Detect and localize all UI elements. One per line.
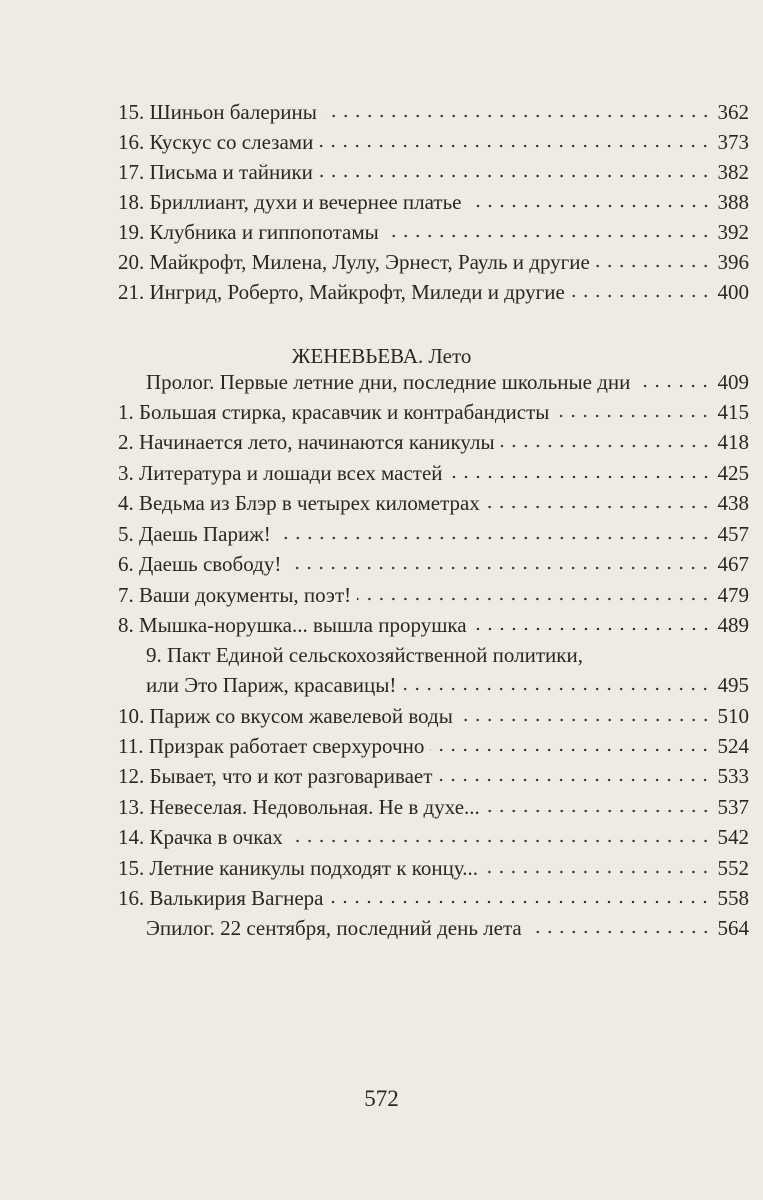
toc-entry-page: 415	[717, 400, 749, 424]
toc-entry-title: 15. Летние каникулы подходят к концу...	[118, 856, 479, 880]
toc-entry-title-line1: 9. Пакт Единой сельскохозяйственной политики,	[146, 643, 583, 667]
toc-entry-page: 425	[717, 461, 749, 485]
dot-leader	[430, 747, 711, 753]
toc-entry-title: 12. Бывает, что и кот разговаривает	[118, 764, 433, 788]
toc-entry	[146, 667, 749, 697]
toc-entry-title: 6. Даешь свободу!	[118, 552, 282, 576]
dot-leader	[319, 173, 712, 179]
toc-entry-title: 7. Ваши документы, поэт!	[118, 583, 352, 607]
toc-entry	[118, 819, 749, 849]
toc-entry-title: 15. Шиньон балерины	[118, 100, 317, 124]
toc-entry	[118, 214, 749, 244]
toc-entry-page: 362	[717, 100, 749, 124]
toc-entry	[118, 516, 749, 546]
dot-leader	[329, 899, 711, 905]
dot-leader	[319, 143, 711, 149]
toc-entry	[118, 394, 749, 424]
dot-leader	[473, 626, 712, 632]
toc-entry-title-line2: или Это Париж, красавицы!	[146, 673, 397, 697]
dot-leader	[402, 686, 711, 692]
toc-entry-title: 2. Начинается лето, начинаются каникулы	[118, 430, 495, 454]
toc-entry	[118, 184, 749, 214]
toc-entry-page: 418	[717, 430, 749, 454]
toc-entry	[118, 274, 749, 304]
toc-entry-page: 495	[717, 673, 749, 697]
toc-entry-page: 457	[717, 522, 749, 546]
dot-leader	[528, 929, 712, 935]
toc-entry-title: 14. Крачка в очках	[118, 825, 283, 849]
toc-entry	[118, 698, 749, 728]
toc-entry	[118, 455, 749, 485]
toc-entry	[118, 546, 749, 576]
dot-leader	[486, 504, 712, 510]
dot-leader	[323, 113, 712, 119]
toc-entry-title: Эпилог. 22 сентября, последний день лета	[146, 916, 522, 940]
toc-entry-page: 388	[717, 190, 749, 214]
toc-prologue	[146, 364, 749, 394]
dot-leader	[555, 413, 711, 419]
toc-entry	[118, 154, 749, 184]
dot-leader	[486, 808, 712, 814]
toc-entry	[118, 424, 749, 454]
toc-entry-page: 467	[717, 552, 749, 576]
toc-entry-title: 20. Майкрофт, Милена, Лулу, Эрнест, Рауль и другие	[118, 250, 590, 274]
toc-entry-page: 564	[717, 916, 749, 940]
toc-entry-page: 409	[717, 370, 749, 394]
dot-leader	[571, 293, 712, 299]
toc-entry	[118, 94, 749, 124]
toc-entry-title: 16. Валькирия Вагнера	[118, 886, 324, 910]
toc-entry-page: 552	[717, 856, 749, 880]
toc-epilogue	[146, 910, 749, 940]
toc-entry-title: 8. Мышка-норушка... вышла прорушка	[118, 613, 467, 637]
toc-entry-title: 18. Бриллиант, духи и вечернее платье	[118, 190, 462, 214]
toc-entry-title: 10. Париж со вкусом жавелевой воды	[118, 704, 453, 728]
toc-entry-page: 438	[717, 491, 749, 515]
toc-entry-title: 4. Ведьма из Блэр в четырех километрах	[118, 491, 480, 515]
toc-entry-title: 13. Невеселая. Недовольная. Не в духе...	[118, 795, 480, 819]
toc-entry-title: 3. Литература и лошади всех мастей	[118, 461, 443, 485]
dot-leader	[438, 777, 711, 783]
toc-entry-page: 400	[717, 280, 749, 304]
dot-leader	[277, 535, 712, 541]
toc-entry-page: 489	[717, 613, 749, 637]
dot-leader	[484, 869, 711, 875]
toc-entry	[118, 244, 749, 274]
toc-entry	[118, 880, 749, 910]
toc-entry	[118, 758, 749, 788]
toc-entry-page: 524	[717, 734, 749, 758]
toc-entry	[118, 789, 749, 819]
toc-entry-page: 373	[717, 130, 749, 154]
toc-entry-title: 16. Кускус со слезами	[118, 130, 314, 154]
toc-entry-page: 392	[717, 220, 749, 244]
toc-entry	[118, 607, 749, 637]
dot-leader	[385, 233, 712, 239]
dot-leader	[636, 383, 711, 389]
toc-entry-title: 5. Даешь Париж!	[118, 522, 271, 546]
toc-entry-title: 11. Призрак работает сверхурочно	[118, 734, 425, 758]
dot-leader	[289, 838, 712, 844]
toc-entry-page: 382	[717, 160, 749, 184]
section-heading: ЖЕНЕВЬЕВА. Лето	[291, 344, 472, 368]
toc-entry-page: 542	[717, 825, 749, 849]
toc-entry-title: 21. Ингрид, Роберто, Майкрофт, Миледи и другие	[118, 280, 565, 304]
toc-entry	[118, 485, 749, 515]
toc-entry-page: 510	[717, 704, 749, 728]
page-number: 572	[364, 1086, 399, 1111]
dot-leader	[596, 263, 712, 269]
toc-entry-page: 558	[717, 886, 749, 910]
dot-leader	[459, 717, 712, 723]
toc-entry-page: 533	[717, 764, 749, 788]
toc-entry-page: 537	[717, 795, 749, 819]
dot-leader	[468, 203, 712, 209]
dot-leader	[449, 474, 712, 480]
toc-entry	[118, 728, 749, 758]
toc-entry	[118, 124, 749, 154]
toc-entry-title: 1. Большая стирка, красавчик и контрабандисты	[118, 400, 550, 424]
toc-entry	[118, 850, 749, 880]
toc-entry-title: 19. Клубника и гиппопотамы	[118, 220, 379, 244]
dot-leader	[357, 596, 711, 602]
dot-leader	[501, 443, 712, 449]
dot-leader	[287, 565, 711, 571]
toc-entry-page: 479	[717, 583, 749, 607]
toc-entry-title: Пролог. Первые летние дни, последние школьные дни	[146, 370, 631, 394]
toc-entry-title: 17. Письма и тайники	[118, 160, 313, 184]
toc-entry-page: 396	[717, 250, 749, 274]
toc-entry	[118, 577, 749, 607]
